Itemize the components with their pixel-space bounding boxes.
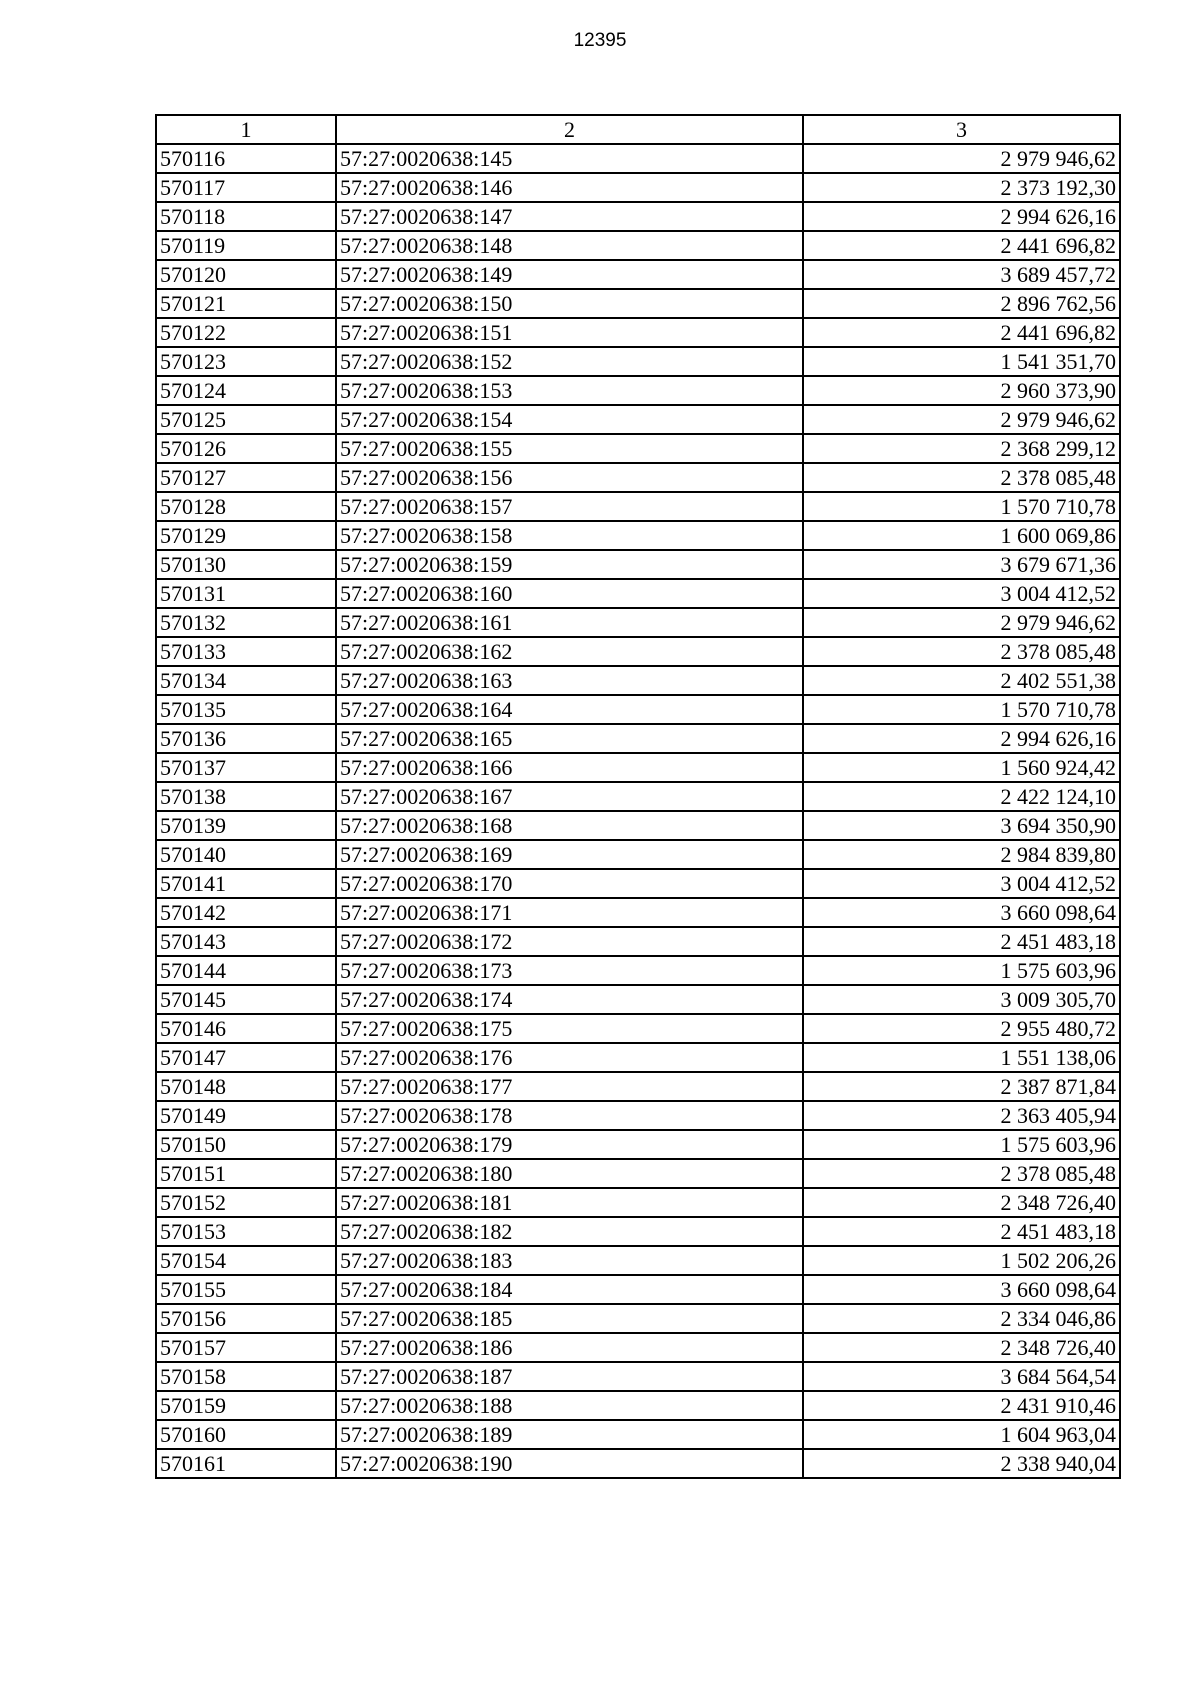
cell-id: 570137 — [156, 753, 336, 782]
cell-cadastral-number: 57:27:0020638:175 — [336, 1014, 803, 1043]
cell-cadastral-number: 57:27:0020638:147 — [336, 202, 803, 231]
cell-id: 570151 — [156, 1159, 336, 1188]
table-body — [156, 144, 1120, 1478]
cell-cadastral-number: 57:27:0020638:159 — [336, 550, 803, 579]
cell-value: 2 955 480,72 — [803, 1014, 1120, 1043]
cell-id: 570133 — [156, 637, 336, 666]
cell-value: 3 004 412,52 — [803, 869, 1120, 898]
cell-id: 570130 — [156, 550, 336, 579]
cell-value: 3 004 412,52 — [803, 579, 1120, 608]
cell-id: 570131 — [156, 579, 336, 608]
cell-id: 570144 — [156, 956, 336, 985]
cell-value: 2 960 373,90 — [803, 376, 1120, 405]
cell-id: 570116 — [156, 144, 336, 173]
cell-value: 3 684 564,54 — [803, 1362, 1120, 1391]
table-row — [156, 1449, 1120, 1478]
cell-id: 570134 — [156, 666, 336, 695]
cell-value: 1 502 206,26 — [803, 1246, 1120, 1275]
cell-cadastral-number: 57:27:0020638:151 — [336, 318, 803, 347]
cell-id: 570128 — [156, 492, 336, 521]
table-header — [156, 115, 1120, 144]
cell-value: 2 994 626,16 — [803, 202, 1120, 231]
cell-cadastral-number: 57:27:0020638:190 — [336, 1449, 803, 1478]
cell-cadastral-number: 57:27:0020638:161 — [336, 608, 803, 637]
cell-value: 2 348 726,40 — [803, 1333, 1120, 1362]
cell-cadastral-number: 57:27:0020638:189 — [336, 1420, 803, 1449]
cell-id: 570120 — [156, 260, 336, 289]
table-row — [156, 956, 1120, 985]
table-row — [156, 1072, 1120, 1101]
cell-value: 3 660 098,64 — [803, 1275, 1120, 1304]
cell-value: 2 896 762,56 — [803, 289, 1120, 318]
table-row — [156, 521, 1120, 550]
cell-id: 570143 — [156, 927, 336, 956]
cell-id: 570140 — [156, 840, 336, 869]
cell-id: 570145 — [156, 985, 336, 1014]
cell-id: 570147 — [156, 1043, 336, 1072]
table-row — [156, 898, 1120, 927]
cell-value: 1 570 710,78 — [803, 695, 1120, 724]
cell-cadastral-number: 57:27:0020638:163 — [336, 666, 803, 695]
table-row — [156, 666, 1120, 695]
cell-cadastral-number: 57:27:0020638:150 — [336, 289, 803, 318]
cell-value: 2 994 626,16 — [803, 724, 1120, 753]
cell-cadastral-number: 57:27:0020638:158 — [336, 521, 803, 550]
table-row — [156, 260, 1120, 289]
cell-value: 3 009 305,70 — [803, 985, 1120, 1014]
cell-cadastral-number: 57:27:0020638:173 — [336, 956, 803, 985]
cell-id: 570122 — [156, 318, 336, 347]
header-row — [156, 115, 1120, 144]
table-row — [156, 1101, 1120, 1130]
cell-id: 570148 — [156, 1072, 336, 1101]
cell-cadastral-number: 57:27:0020638:148 — [336, 231, 803, 260]
cell-cadastral-number: 57:27:0020638:182 — [336, 1217, 803, 1246]
header-cell-3: 3 — [803, 115, 1120, 144]
cell-value: 1 600 069,86 — [803, 521, 1120, 550]
cell-cadastral-number: 57:27:0020638:183 — [336, 1246, 803, 1275]
table-row — [156, 318, 1120, 347]
cell-id: 570119 — [156, 231, 336, 260]
cell-cadastral-number: 57:27:0020638:172 — [336, 927, 803, 956]
cell-value: 2 348 726,40 — [803, 1188, 1120, 1217]
cell-value: 2 979 946,62 — [803, 144, 1120, 173]
data-table — [155, 114, 1121, 1479]
cell-value: 2 422 124,10 — [803, 782, 1120, 811]
table-row — [156, 811, 1120, 840]
cell-id: 570126 — [156, 434, 336, 463]
table-row — [156, 173, 1120, 202]
cell-cadastral-number: 57:27:0020638:174 — [336, 985, 803, 1014]
table-row — [156, 608, 1120, 637]
cell-value: 1 560 924,42 — [803, 753, 1120, 782]
table-row — [156, 202, 1120, 231]
cell-cadastral-number: 57:27:0020638:157 — [336, 492, 803, 521]
table-row — [156, 492, 1120, 521]
table-row — [156, 985, 1120, 1014]
cell-id: 570129 — [156, 521, 336, 550]
cell-value: 2 378 085,48 — [803, 637, 1120, 666]
table-row — [156, 463, 1120, 492]
cell-value: 3 679 671,36 — [803, 550, 1120, 579]
cell-value: 3 694 350,90 — [803, 811, 1120, 840]
cell-value: 1 570 710,78 — [803, 492, 1120, 521]
cell-cadastral-number: 57:27:0020638:177 — [336, 1072, 803, 1101]
cell-cadastral-number: 57:27:0020638:167 — [336, 782, 803, 811]
cell-id: 570142 — [156, 898, 336, 927]
cell-id: 570160 — [156, 1420, 336, 1449]
cell-id: 570117 — [156, 173, 336, 202]
cell-value: 2 979 946,62 — [803, 608, 1120, 637]
cell-id: 570161 — [156, 1449, 336, 1478]
cell-value: 1 541 351,70 — [803, 347, 1120, 376]
table-row — [156, 1304, 1120, 1333]
table-row — [156, 289, 1120, 318]
table-row — [156, 347, 1120, 376]
table-row — [156, 231, 1120, 260]
cell-id: 570146 — [156, 1014, 336, 1043]
table-row — [156, 1188, 1120, 1217]
cell-id: 570121 — [156, 289, 336, 318]
table-row — [156, 579, 1120, 608]
table-row — [156, 1420, 1120, 1449]
cell-id: 570150 — [156, 1130, 336, 1159]
cell-value: 3 660 098,64 — [803, 898, 1120, 927]
cell-value: 2 378 085,48 — [803, 463, 1120, 492]
cell-cadastral-number: 57:27:0020638:170 — [336, 869, 803, 898]
cell-cadastral-number: 57:27:0020638:149 — [336, 260, 803, 289]
table-row — [156, 1130, 1120, 1159]
cell-value: 2 378 085,48 — [803, 1159, 1120, 1188]
cell-value: 2 338 940,04 — [803, 1449, 1120, 1478]
cell-cadastral-number: 57:27:0020638:152 — [336, 347, 803, 376]
cell-cadastral-number: 57:27:0020638:146 — [336, 173, 803, 202]
cell-id: 570132 — [156, 608, 336, 637]
table-row — [156, 144, 1120, 173]
cell-value: 2 363 405,94 — [803, 1101, 1120, 1130]
table-row — [156, 1246, 1120, 1275]
cell-id: 570125 — [156, 405, 336, 434]
cell-id: 570158 — [156, 1362, 336, 1391]
cell-cadastral-number: 57:27:0020638:180 — [336, 1159, 803, 1188]
table-row — [156, 724, 1120, 753]
table-row — [156, 1362, 1120, 1391]
cell-id: 570138 — [156, 782, 336, 811]
table-row — [156, 434, 1120, 463]
cell-id: 570136 — [156, 724, 336, 753]
cell-cadastral-number: 57:27:0020638:179 — [336, 1130, 803, 1159]
cell-cadastral-number: 57:27:0020638:153 — [336, 376, 803, 405]
cell-value: 1 604 963,04 — [803, 1420, 1120, 1449]
cell-id: 570149 — [156, 1101, 336, 1130]
cell-cadastral-number: 57:27:0020638:176 — [336, 1043, 803, 1072]
cell-cadastral-number: 57:27:0020638:162 — [336, 637, 803, 666]
cell-cadastral-number: 57:27:0020638:164 — [336, 695, 803, 724]
cell-value: 2 441 696,82 — [803, 318, 1120, 347]
cell-id: 570159 — [156, 1391, 336, 1420]
cell-id: 570124 — [156, 376, 336, 405]
table-row — [156, 782, 1120, 811]
cell-id: 570157 — [156, 1333, 336, 1362]
table-row — [156, 550, 1120, 579]
table-row — [156, 1275, 1120, 1304]
page-number: 12395 — [573, 30, 627, 51]
cell-cadastral-number: 57:27:0020638:187 — [336, 1362, 803, 1391]
cell-id: 570155 — [156, 1275, 336, 1304]
table-row — [156, 695, 1120, 724]
header-cell-1: 1 — [156, 115, 336, 144]
cell-id: 570123 — [156, 347, 336, 376]
cell-value: 2 451 483,18 — [803, 1217, 1120, 1246]
cell-value: 2 334 046,86 — [803, 1304, 1120, 1333]
cell-value: 2 368 299,12 — [803, 434, 1120, 463]
table-row — [156, 1014, 1120, 1043]
cell-id: 570154 — [156, 1246, 336, 1275]
cell-cadastral-number: 57:27:0020638:154 — [336, 405, 803, 434]
cell-value: 2 402 551,38 — [803, 666, 1120, 695]
cell-cadastral-number: 57:27:0020638:168 — [336, 811, 803, 840]
cell-cadastral-number: 57:27:0020638:160 — [336, 579, 803, 608]
table-row — [156, 1159, 1120, 1188]
table-row — [156, 1333, 1120, 1362]
cell-id: 570118 — [156, 202, 336, 231]
cell-value: 3 689 457,72 — [803, 260, 1120, 289]
cell-id: 570156 — [156, 1304, 336, 1333]
cell-cadastral-number: 57:27:0020638:181 — [336, 1188, 803, 1217]
cell-cadastral-number: 57:27:0020638:145 — [336, 144, 803, 173]
cell-value: 2 441 696,82 — [803, 231, 1120, 260]
cell-value: 1 575 603,96 — [803, 956, 1120, 985]
cell-id: 570141 — [156, 869, 336, 898]
cell-cadastral-number: 57:27:0020638:166 — [336, 753, 803, 782]
cell-cadastral-number: 57:27:0020638:165 — [336, 724, 803, 753]
cell-id: 570152 — [156, 1188, 336, 1217]
cell-cadastral-number: 57:27:0020638:188 — [336, 1391, 803, 1420]
cell-id: 570127 — [156, 463, 336, 492]
cell-value: 1 551 138,06 — [803, 1043, 1120, 1072]
table-row — [156, 927, 1120, 956]
cell-cadastral-number: 57:27:0020638:186 — [336, 1333, 803, 1362]
table-row — [156, 405, 1120, 434]
table-row — [156, 1391, 1120, 1420]
cell-id: 570153 — [156, 1217, 336, 1246]
cell-cadastral-number: 57:27:0020638:169 — [336, 840, 803, 869]
table-row — [156, 869, 1120, 898]
cell-value: 2 387 871,84 — [803, 1072, 1120, 1101]
header-cell-2: 2 — [336, 115, 803, 144]
cell-cadastral-number: 57:27:0020638:178 — [336, 1101, 803, 1130]
cell-id: 570139 — [156, 811, 336, 840]
table-row — [156, 637, 1120, 666]
cell-value: 2 431 910,46 — [803, 1391, 1120, 1420]
cell-cadastral-number: 57:27:0020638:156 — [336, 463, 803, 492]
cell-value: 2 984 839,80 — [803, 840, 1120, 869]
table-row — [156, 753, 1120, 782]
cell-id: 570135 — [156, 695, 336, 724]
table-row — [156, 376, 1120, 405]
cell-cadastral-number: 57:27:0020638:185 — [336, 1304, 803, 1333]
cell-value: 2 373 192,30 — [803, 173, 1120, 202]
cell-cadastral-number: 57:27:0020638:184 — [336, 1275, 803, 1304]
table-row — [156, 1217, 1120, 1246]
cell-cadastral-number: 57:27:0020638:155 — [336, 434, 803, 463]
cell-cadastral-number: 57:27:0020638:171 — [336, 898, 803, 927]
cell-value: 2 451 483,18 — [803, 927, 1120, 956]
table-row — [156, 840, 1120, 869]
cell-value: 2 979 946,62 — [803, 405, 1120, 434]
table-row — [156, 1043, 1120, 1072]
cell-value: 1 575 603,96 — [803, 1130, 1120, 1159]
